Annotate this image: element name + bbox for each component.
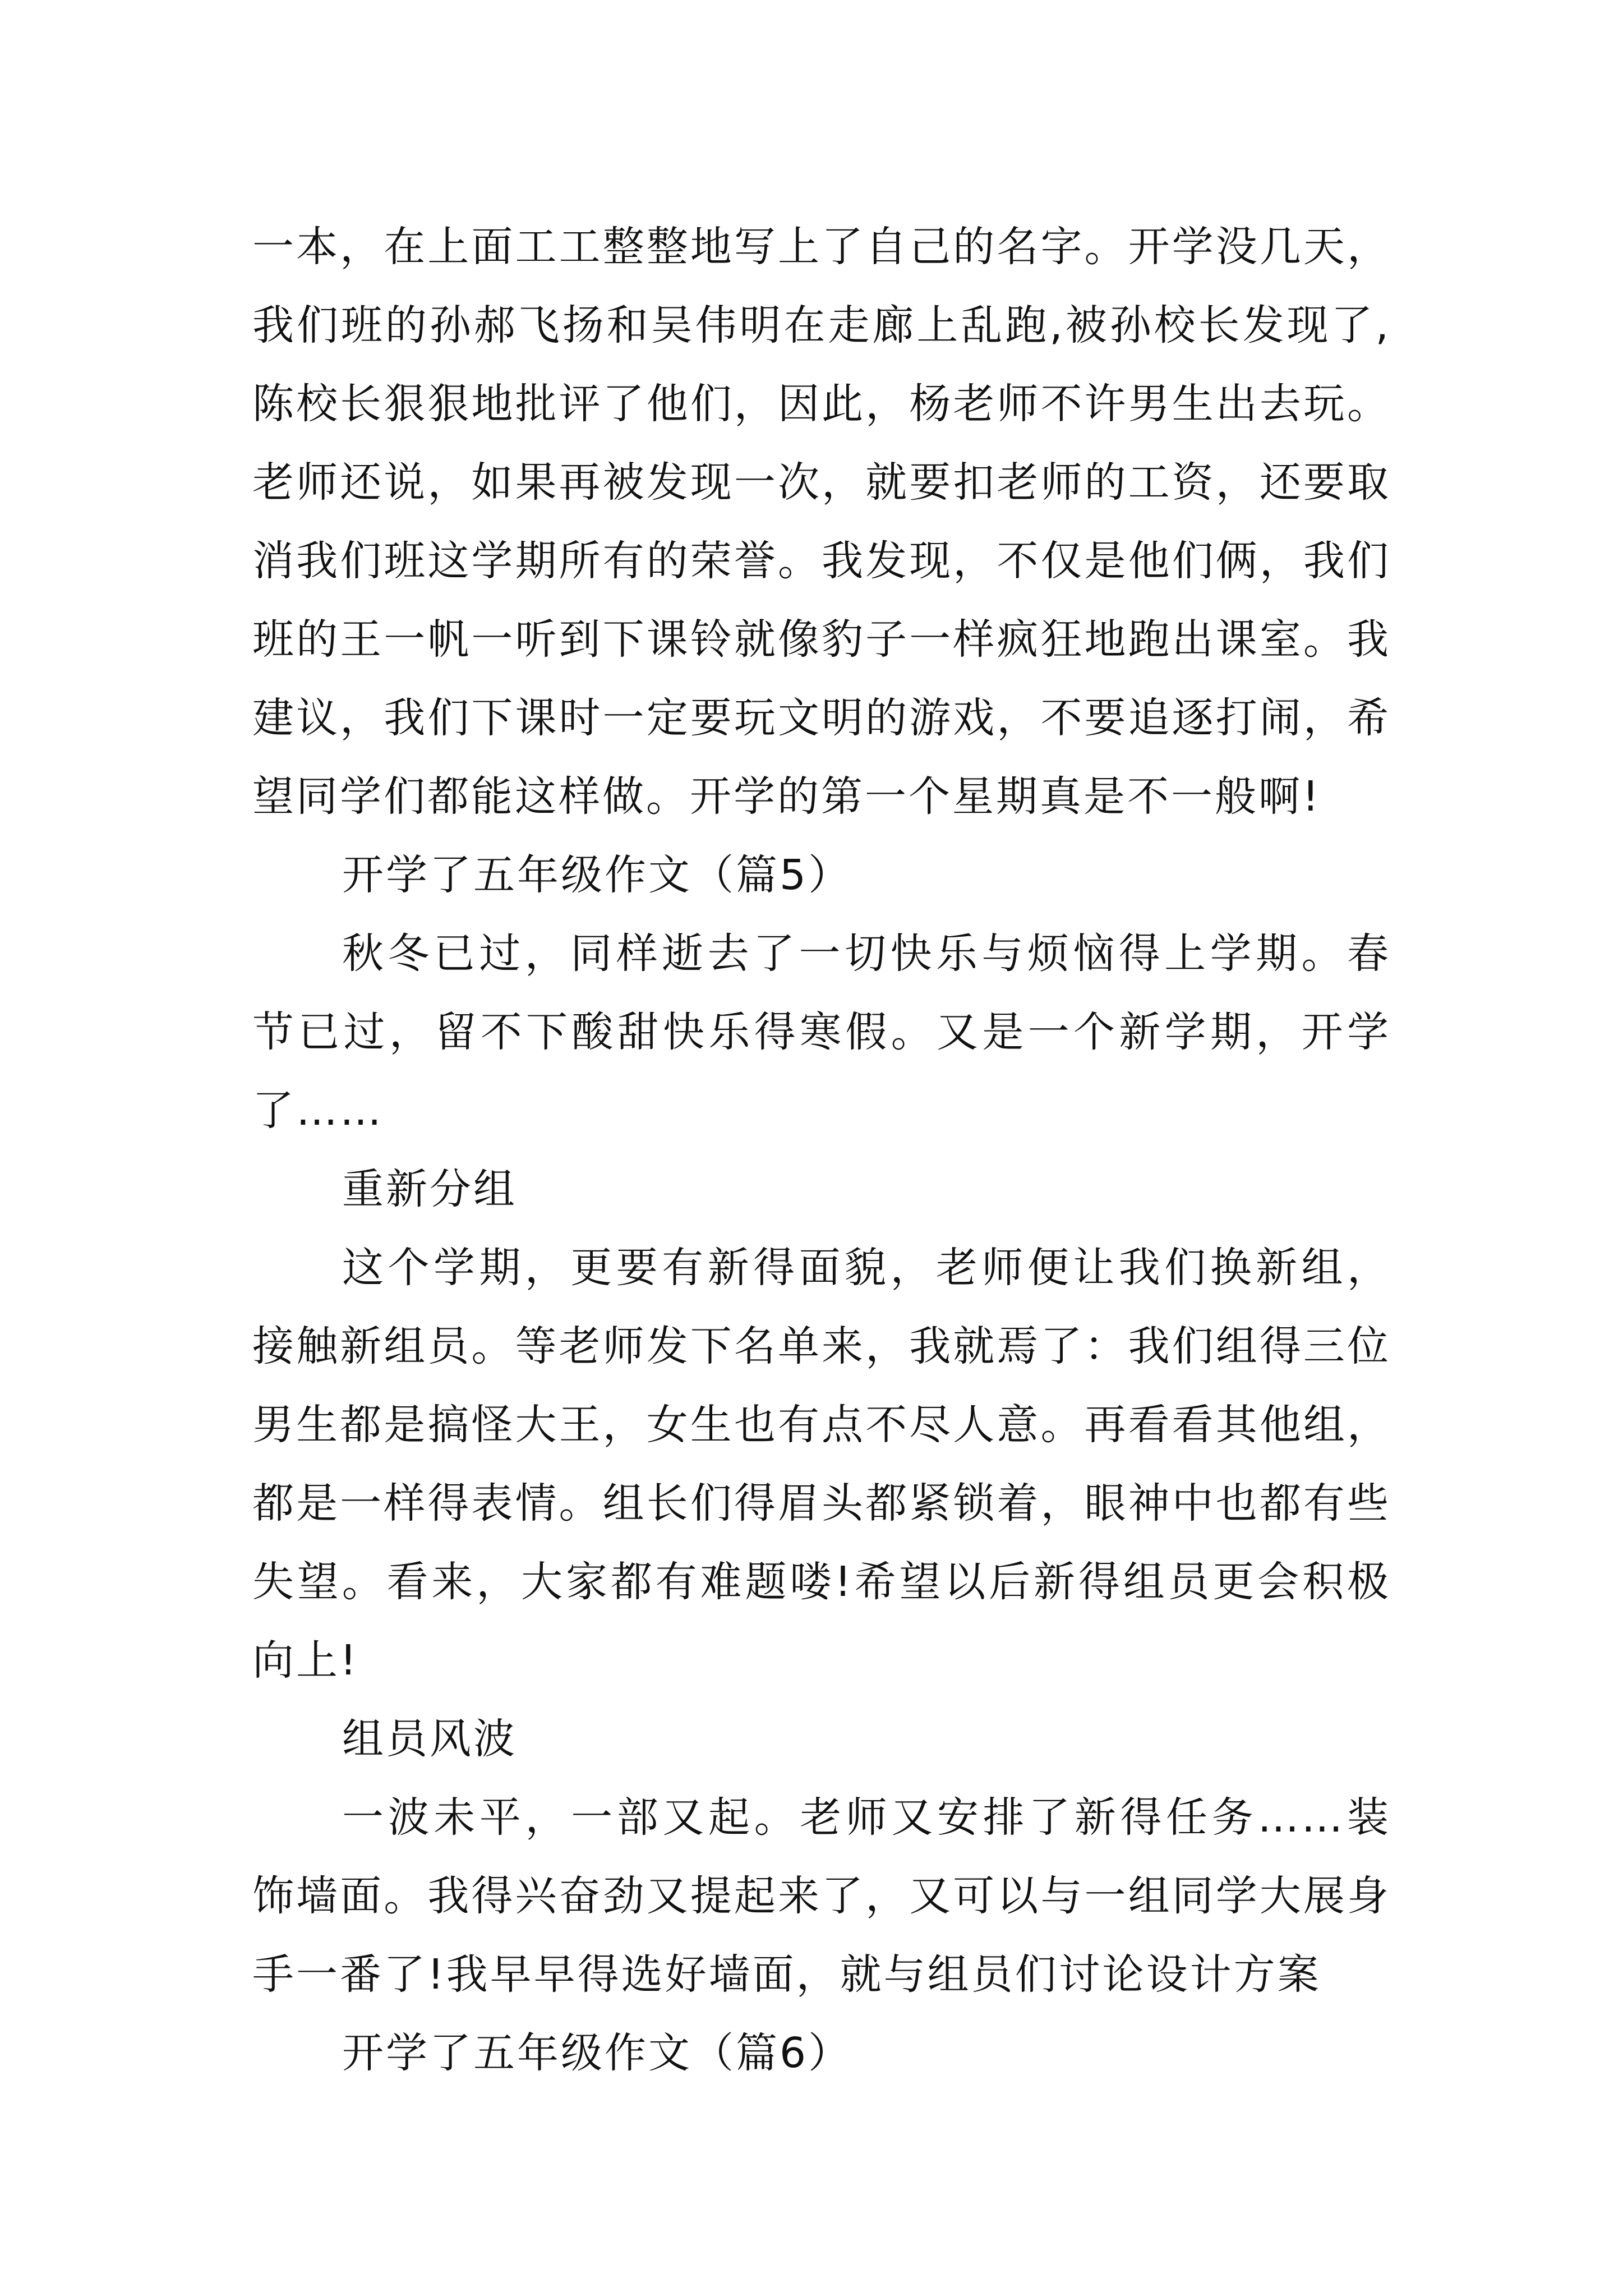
paragraph-regroup: 这个学期，更要有新得面貌，老师便让我们换新组，接触新组员。等老师发下名单来，我就焉了：我们组得三位男生都是搞怪大王，女生也有点不尽人意。再看看其他组，都是一样得表情。组长们得眉头都紧锁着，眼神中也都有些失望。看来，大家都有难题喽!希望以后新得组员更会积极向上!	[252, 1244, 1391, 1685]
essay-heading-5: 开学了五年级作文（篇5）	[342, 851, 852, 899]
essay-heading-6: 开学了五年级作文（篇6）	[342, 2029, 852, 2077]
paragraph-continuation: 一本，在上面工工整整地写上了自己的名字。开学没几天，我们班的孙郝飞扬和吴伟明在走廊上乱跑,被孙校长发现了,陈校长狠狠地批评了他们，因此，杨老师不许男生出去玩。老师还说，如果再被发现一次，就要扣老师的工资，还要取消我们班这学期所有的荣誉。我发现，不仅是他们俩，我们班的王一帆一听到下课铃就像豹子一样疯狂地跑出课室。我建议，我们下课时一定要玩文明的游戏，不要追逐打闹，希望同学们都能这样做。开学的第一个星期真是不一般啊!	[252, 223, 1391, 821]
section-heading-member-storm: 组员风波	[342, 1715, 517, 1763]
paragraph-member-storm: 一波未平，一部又起。老师又安排了新得任务……装饰墙面。我得兴奋劲又提起来了，又可以与一组同学大展身手一番了!我早早得选好墙面，就与组员们讨论设计方案	[252, 1793, 1391, 1999]
document-body	[252, 208, 1391, 2092]
section-heading-regroup: 重新分组	[342, 1165, 517, 1213]
paragraph-intro: 秋冬已过，同样逝去了一切快乐与烦恼得上学期。春节已过，留不下酸甜快乐得寒假。又是一个新学期，开学了……	[252, 930, 1391, 1135]
